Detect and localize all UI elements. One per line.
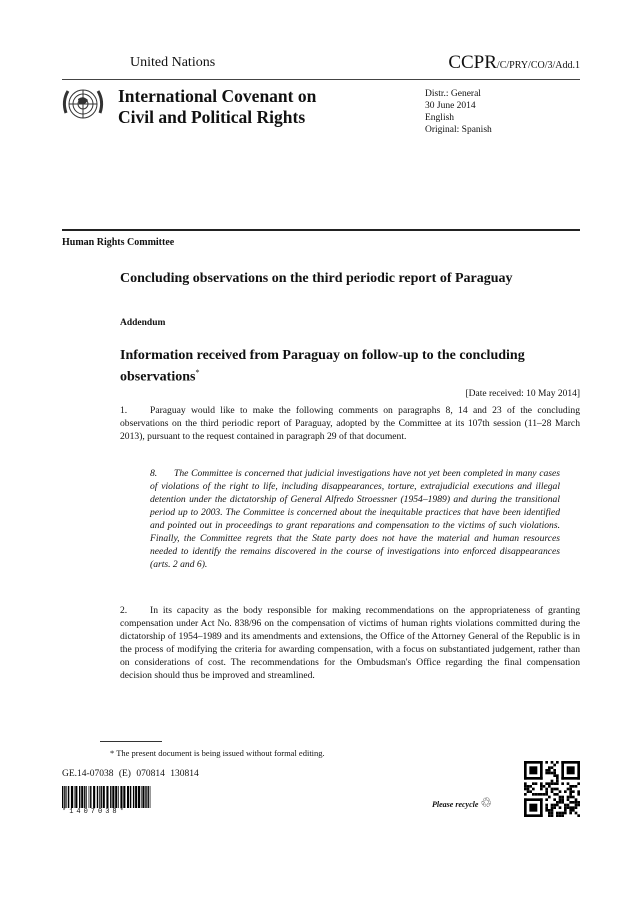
footnote: * The present document is being issued without formal editing. <box>110 748 325 758</box>
barcode-icon <box>62 786 152 808</box>
para-number: 2. <box>120 605 128 616</box>
covenant-title <box>118 86 316 128</box>
addendum-label: Addendum <box>120 318 166 328</box>
quote-number: 8. <box>150 468 158 479</box>
thick-rule <box>62 229 580 231</box>
symbol-main: CCPR <box>448 52 497 73</box>
heading2-text: Information received from Paraguay on follow-up to the concluding observations <box>120 348 525 385</box>
document-symbol <box>448 52 580 74</box>
footnote-rule <box>100 741 162 742</box>
qr-code-icon <box>524 761 580 817</box>
heading-concluding-observations: Concluding observations on the third periodic report of Paraguay <box>120 271 513 286</box>
language-line: English <box>425 113 455 123</box>
para-text: Paraguay would like to make the following comments on paragraphs 8, 14 and 23 of the concluding observations on the third periodic report of Paraguay, adopted by the Committee at its 107th session (11–28 March 2013), pursuant to the request contained in paragraph 29 of that document. <box>120 405 580 442</box>
heading-information-received <box>120 347 540 386</box>
title-line-2: Civil and Political Rights <box>118 107 306 127</box>
job-number: GE.14-07038 (E) 070814 130814 <box>62 769 199 779</box>
org-name: United Nations <box>130 55 216 70</box>
paragraph-1 <box>120 404 580 443</box>
para-number: 1. <box>120 405 128 416</box>
para-text: In its capacity as the body responsible for making recommendations on the appropriateness of granting compensation under Act No. 838/96 on the compensation of victims of human rights violations committed during the dictatorship of 1954–1989 and its amendments and extensions, the Office of the Attorney General of the Republic is in the process of modifying the criteria for awarding compensation, with a focus on substantiated judgement, rather than on considerations of cost. The recommendations for the Ombudsman's Office regarding the final compensation decision should thus be improved and streamlined. <box>120 605 580 681</box>
distr-line: Distr.: General <box>425 89 481 99</box>
title-line-1: International Covenant on <box>118 86 317 106</box>
un-emblem-icon <box>60 83 106 127</box>
quoted-observation <box>150 467 560 571</box>
committee-name: Human Rights Committee <box>62 237 175 248</box>
recycle-text: Please recycle <box>432 800 479 809</box>
barcode-number: *1407038* <box>62 808 127 816</box>
recycle-icon: ♲ <box>480 795 493 810</box>
quote-text: The Committee is concerned that judicial investigations have not yet been completed in many cases of violations of the right to life, including disappearances, torture, extrajudicial executions and illegal detention under the dictatorship of General Alfredo Stroessner (1954–1989) and during the transitional period up to 2003. The Committee is concerned about the inequitable practices that have been identified and pointed out in proceedings to grant reparations and compensation to the victims of such violations. Finally, the Committee regrets that the State party does not have the material and human resources needed to identify the remains discovered in the course of investigations into enforced disappearances (arts. 2 and 6). <box>150 468 560 570</box>
symbol-sub: /C/PRY/CO/3/Add.1 <box>496 60 580 71</box>
original-line: Original: Spanish <box>425 125 492 135</box>
date-line: 30 June 2014 <box>425 101 476 111</box>
date-received: [Date received: 10 May 2014] <box>465 389 580 399</box>
distribution-block <box>425 88 492 136</box>
footnote-mark: * <box>195 368 200 377</box>
paragraph-2 <box>120 604 580 682</box>
recycle-note <box>432 795 492 811</box>
header-rule <box>62 79 580 80</box>
